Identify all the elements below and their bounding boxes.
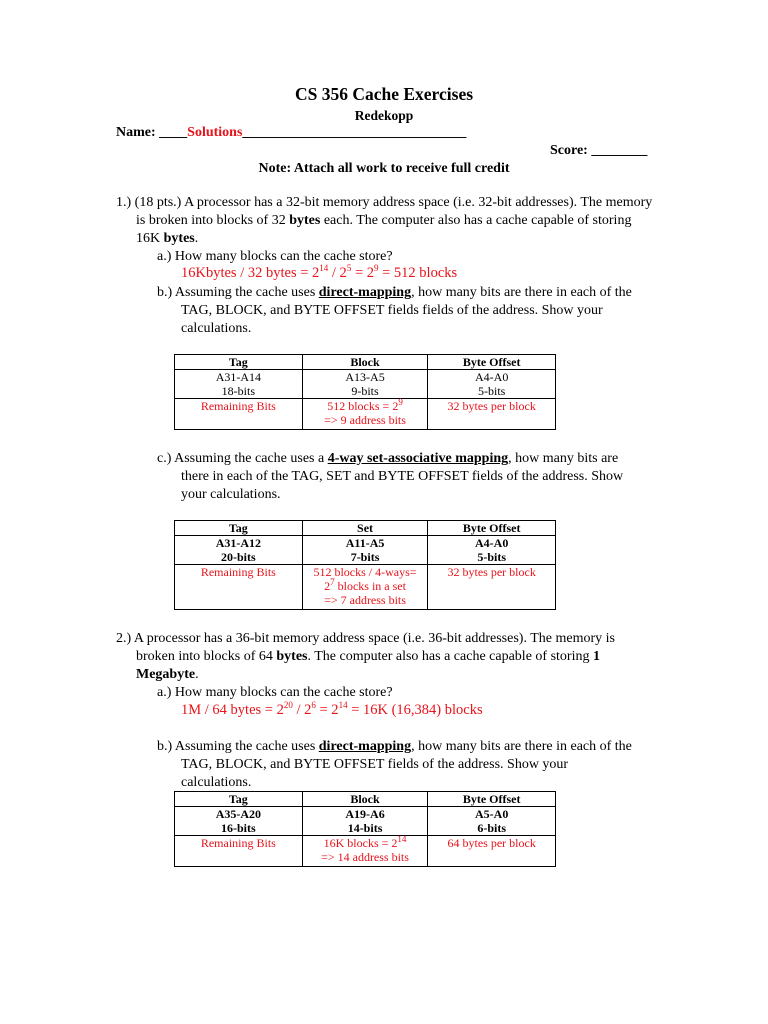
q1-intro-line1: 1.) (18 pts.) A processor has a 32-bit memory address space (i.e. 32-bit addresses). The memory <box>116 195 653 210</box>
name-label: Name: <box>116 125 156 140</box>
q1c-line2: there in each of the TAG, SET and BYTE OFFSET fields of the address. Show <box>181 469 624 484</box>
q1-intro-line2: is broken into blocks of 32 bytes each. The computer also has a cache capable of storing <box>136 213 632 228</box>
table-row: Remaining Bits 512 blocks = $2^9$ => 9 address bits 32 bytes per block <box>175 399 556 430</box>
header-block: Block <box>302 355 428 370</box>
header-byte-offset: Byte Offset <box>428 355 556 370</box>
table-row: Remaining Bits 512 blocks / 4-ways= $2^7$ blocks in a set => 7 address bits 32 bytes per block <box>175 565 556 610</box>
table-row: 20-bits 7-bits 5-bits <box>175 550 556 565</box>
name-blank-post: ________________________________ <box>242 125 467 140</box>
q1a-answer: 16Kbytes / 32 bytes = $2^{14} / 2^5 = 2^9 = 512$ blocks <box>181 263 458 281</box>
q2-intro-line1: 2.) A processor has a 36-bit memory address space (i.e. 36-bit addresses). The memory is <box>116 631 615 646</box>
q2a-answer: 1M / 64 bytes = $2^{20} / 2^6 = 2^{14} = 16K$ (16,384) blocks <box>181 700 483 718</box>
table-row: A31-A12 A11-A5 A4-A0 <box>175 536 556 551</box>
table-row: A31-A14 A13-A5 A4-A0 <box>175 370 556 385</box>
q1-points: (18 pts.) <box>134 195 182 210</box>
header-tag: Tag <box>175 792 303 807</box>
q1b-line2: TAG, BLOCK, and BYTE OFFSET fields fields of the address. Show your <box>181 303 603 318</box>
table-row: 18-bits 9-bits 5-bits <box>175 384 556 399</box>
header-set: Set <box>302 521 428 536</box>
q2b-line3: calculations. <box>181 775 252 790</box>
q1-intro-line3: 16K bytes. <box>136 231 199 246</box>
q2-number: 2.) <box>116 631 132 646</box>
q2b-line2: TAG, BLOCK, and BYTE OFFSET fields of the address. Show your <box>181 757 569 772</box>
q2-intro-line3: Megabyte. <box>136 667 199 682</box>
instruction-note: Note: Attach all work to receive full credit <box>258 161 510 176</box>
header-byte-offset: Byte Offset <box>428 792 556 807</box>
q1c-set-associative-table <box>174 520 556 610</box>
q1c-line1: c.) Assuming the cache uses a 4-way set-associative mapping, how many bits are <box>157 451 619 466</box>
score-label: Score: <box>550 143 588 158</box>
table-row: 16-bits 14-bits 6-bits <box>175 821 556 836</box>
table-row: A35-A20 A19-A6 A5-A0 <box>175 807 556 822</box>
q2a-question: a.) How many blocks can the cache store? <box>157 685 393 700</box>
q2-intro-line2: broken into blocks of 64 bytes. The computer also has a cache capable of storing 1 <box>136 649 600 664</box>
q1a-question: a.) How many blocks can the cache store? <box>157 249 393 264</box>
table-header-row <box>175 521 556 536</box>
table-header-row <box>175 355 556 370</box>
q1c-line3: your calculations. <box>181 487 281 502</box>
q2b-line1: b.) Assuming the cache uses direct-mapping, how many bits are there in each of the <box>157 739 632 754</box>
header-tag: Tag <box>175 355 303 370</box>
author-name: Redekopp <box>354 108 414 123</box>
header-block: Block <box>302 792 428 807</box>
table-header-row <box>175 792 556 807</box>
q2b-direct-mapping-table <box>174 791 556 867</box>
score-blank: ________ <box>591 143 648 158</box>
header-tag: Tag <box>175 521 303 536</box>
table-row: Remaining Bits 16K blocks = $2^{14}$ => 14 address bits 64 bytes per block <box>175 836 556 867</box>
q1b-line1: b.) Assuming the cache uses direct-mapping, how many bits are there in each of the <box>157 285 632 300</box>
name-blank-pre: ____ <box>159 125 188 140</box>
header-byte-offset: Byte Offset <box>428 521 556 536</box>
page-title: CS 356 Cache Exercises <box>294 84 474 104</box>
name-value: Solutions <box>187 125 243 140</box>
name-line <box>116 124 466 142</box>
q1-number: 1.) <box>116 195 132 210</box>
q1b-line3: calculations. <box>181 321 252 336</box>
q1b-direct-mapping-table <box>174 354 556 430</box>
score-line <box>550 142 647 160</box>
